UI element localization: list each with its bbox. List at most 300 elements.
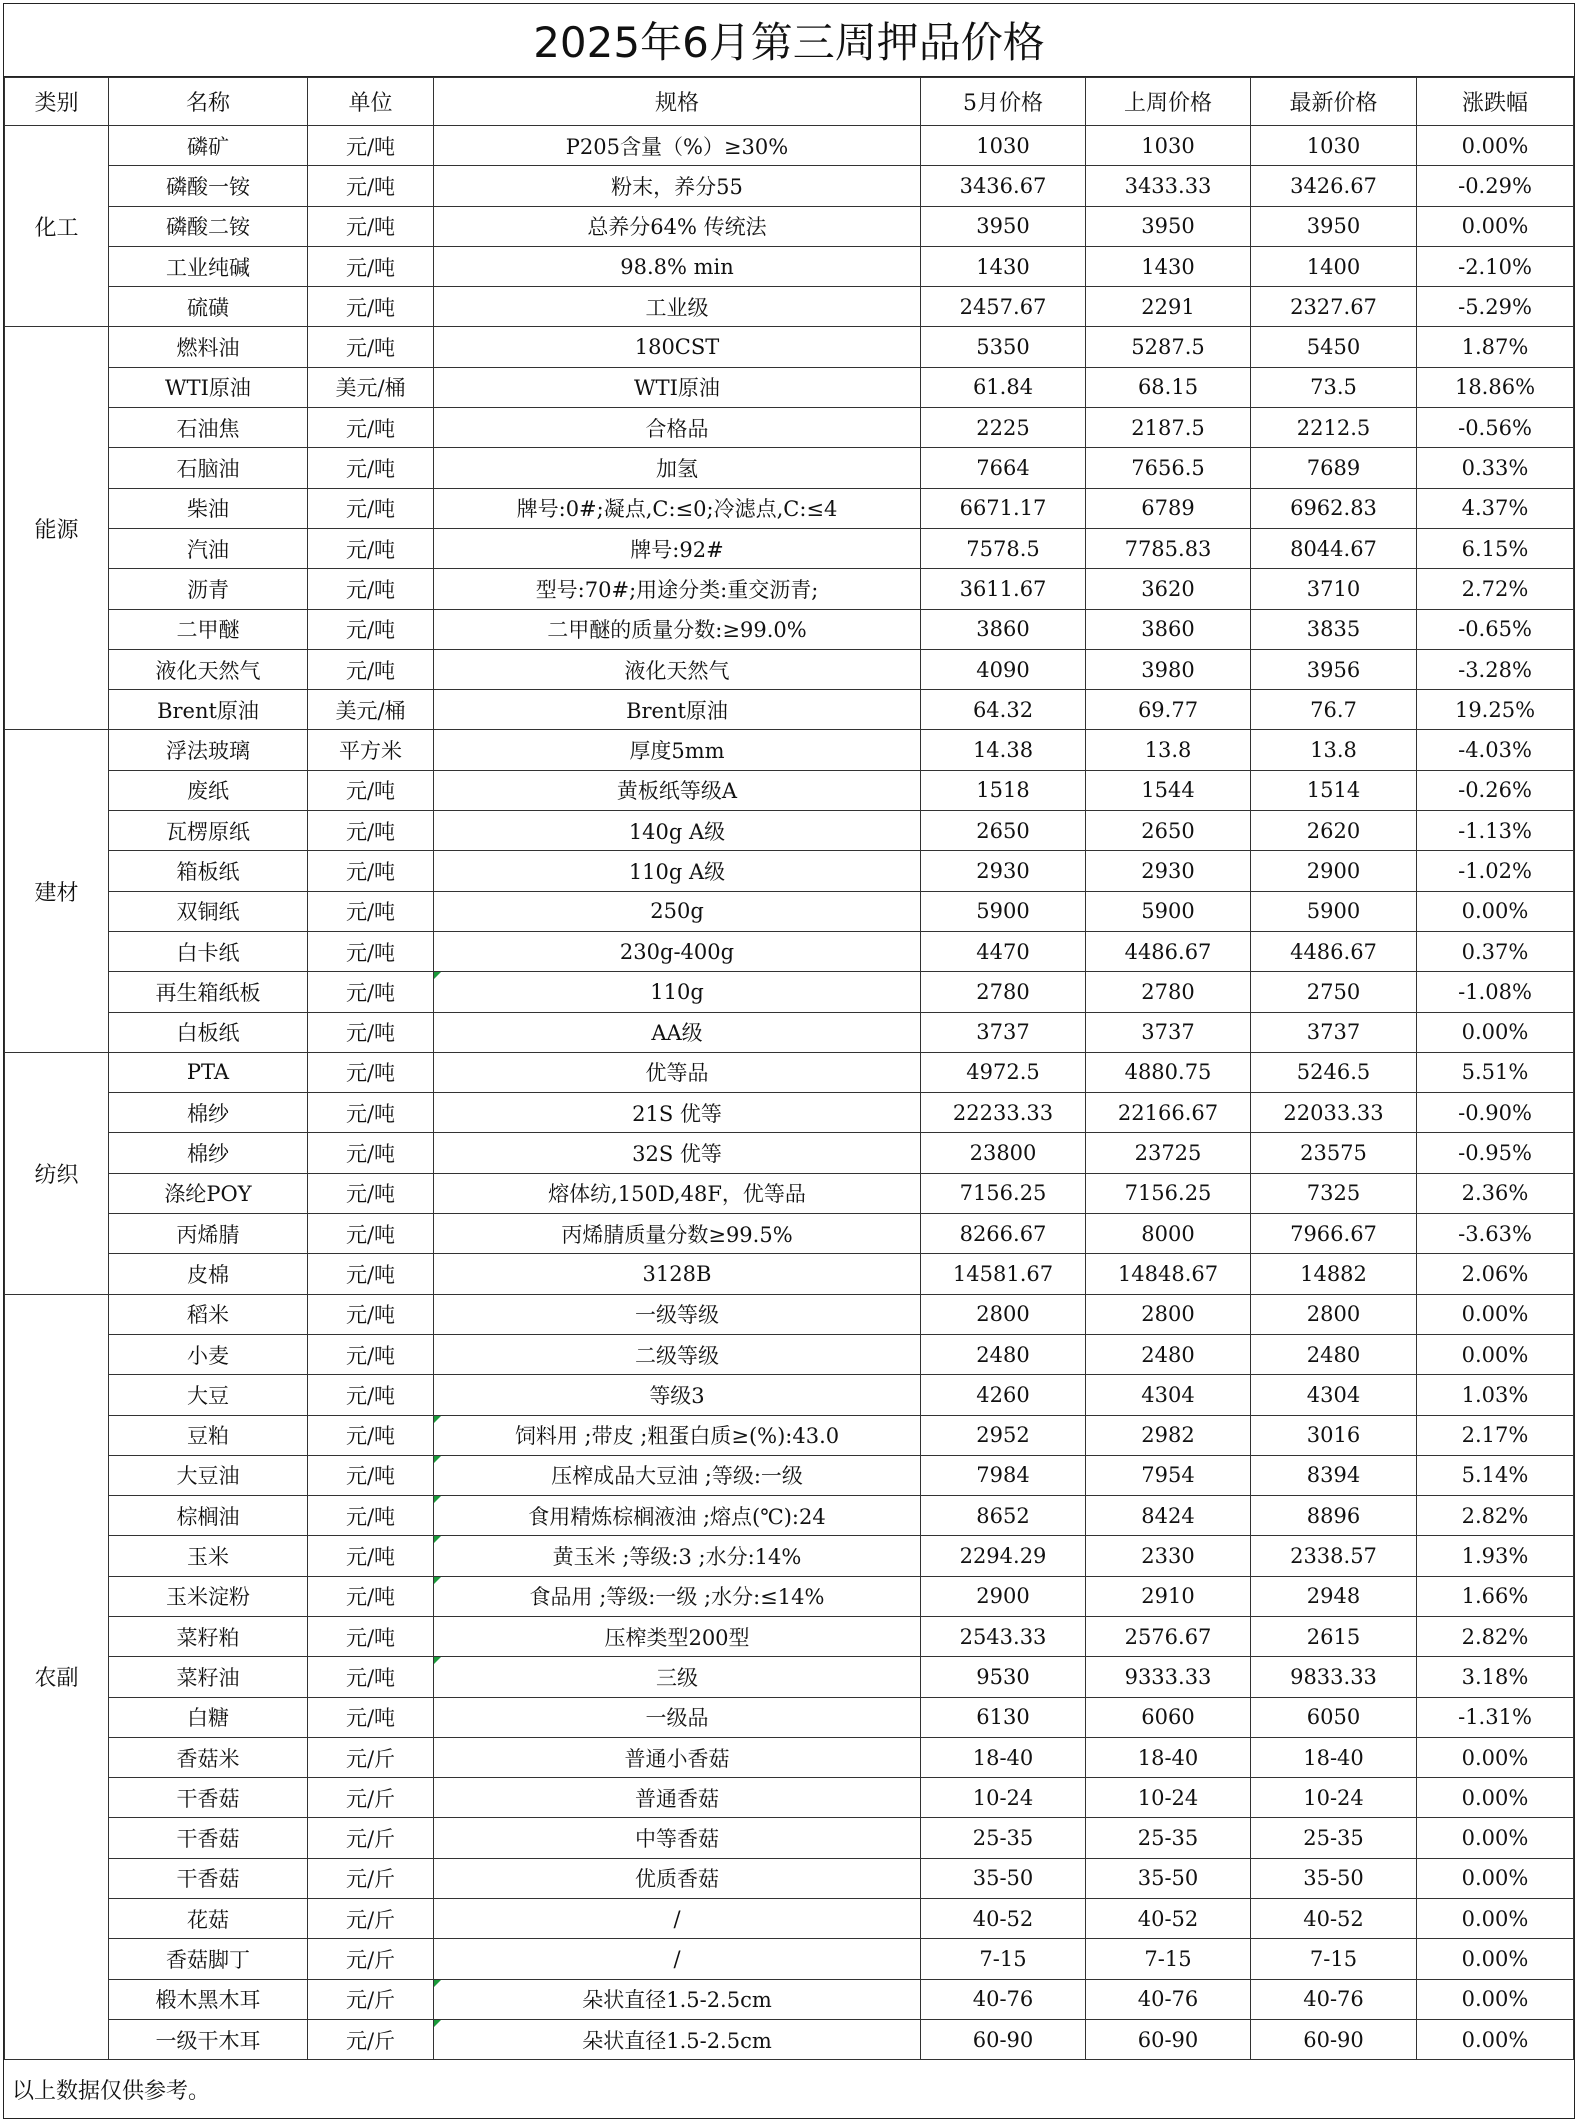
table-row (5, 931, 1574, 971)
change-cell: 0.00% (1417, 206, 1574, 246)
may-price-cell: 6671.17 (921, 488, 1086, 528)
table-row (5, 1415, 1574, 1455)
latest-price-cell: 7-15 (1251, 1939, 1417, 1979)
change-cell: -1.31% (1417, 1697, 1574, 1737)
table-row (5, 528, 1574, 568)
name-cell: 小麦 (109, 1334, 308, 1374)
name-cell: 涤纶POY (109, 1173, 308, 1213)
latest-price-cell: 14882 (1251, 1254, 1417, 1294)
name-cell: 干香菇 (109, 1818, 308, 1858)
category-cell: 纺织 (5, 1052, 109, 1294)
category-cell: 化工 (5, 126, 109, 327)
header-last-week-price: 上周价格 (1086, 78, 1251, 126)
table-row (5, 811, 1574, 851)
unit-cell: 元/吨 (308, 287, 434, 327)
last-week-price-cell: 40-52 (1086, 1899, 1251, 1939)
may-price-cell: 2457.67 (921, 287, 1086, 327)
name-cell: 棉纱 (109, 1093, 308, 1133)
change-cell: 2.82% (1417, 1616, 1574, 1656)
change-cell: 19.25% (1417, 690, 1574, 730)
spec-cell: 熔体纺,150D,48F，优等品 (434, 1173, 921, 1213)
table-row (5, 246, 1574, 286)
last-week-price-cell: 40-76 (1086, 1979, 1251, 2019)
may-price-cell: 5900 (921, 891, 1086, 931)
spec-cell: 二级等级 (434, 1334, 921, 1374)
latest-price-cell: 73.5 (1251, 367, 1417, 407)
change-cell: -2.10% (1417, 246, 1574, 286)
unit-cell: 元/吨 (308, 528, 434, 568)
latest-price-cell: 6962.83 (1251, 488, 1417, 528)
latest-price-cell: 60-90 (1251, 2019, 1417, 2059)
change-cell: 1.03% (1417, 1375, 1574, 1415)
last-week-price-cell: 3620 (1086, 569, 1251, 609)
spec-cell: 食品用 ;等级:一级 ;水分:≤14% (434, 1576, 921, 1616)
last-week-price-cell: 2800 (1086, 1294, 1251, 1334)
latest-price-cell: 2327.67 (1251, 287, 1417, 327)
spec-cell: 饲料用 ;带皮 ;粗蛋白质≥(%):43.0 (434, 1415, 921, 1455)
latest-price-cell: 3710 (1251, 569, 1417, 609)
last-week-price-cell: 6789 (1086, 488, 1251, 528)
table-row (5, 1858, 1574, 1898)
change-cell: 0.00% (1417, 1818, 1574, 1858)
change-cell: -0.26% (1417, 770, 1574, 810)
table-row (5, 972, 1574, 1012)
change-cell: -0.90% (1417, 1093, 1574, 1133)
may-price-cell: 3950 (921, 206, 1086, 246)
may-price-cell: 2930 (921, 851, 1086, 891)
may-price-cell: 2650 (921, 811, 1086, 851)
spec-cell: 压榨成品大豆油 ;等级:一级 (434, 1455, 921, 1495)
unit-cell: 元/吨 (308, 851, 434, 891)
last-week-price-cell: 14848.67 (1086, 1254, 1251, 1294)
spec-cell: 等级3 (434, 1375, 921, 1415)
unit-cell: 元/吨 (308, 1294, 434, 1334)
table-row (5, 1899, 1574, 1939)
latest-price-cell: 5900 (1251, 891, 1417, 931)
name-cell: 二甲醚 (109, 609, 308, 649)
may-price-cell: 3611.67 (921, 569, 1086, 609)
spec-cell: Brent原油 (434, 690, 921, 730)
may-price-cell: 10-24 (921, 1778, 1086, 1818)
change-cell: -0.65% (1417, 609, 1574, 649)
unit-cell: 元/吨 (308, 609, 434, 649)
may-price-cell: 2480 (921, 1334, 1086, 1374)
may-price-cell: 8652 (921, 1496, 1086, 1536)
name-cell: 香菇米 (109, 1737, 308, 1777)
table-row (5, 891, 1574, 931)
name-cell: 磷酸一铵 (109, 166, 308, 206)
header-name: 名称 (109, 78, 308, 126)
table-row (5, 1052, 1574, 1092)
last-week-price-cell: 4304 (1086, 1375, 1251, 1415)
may-price-cell: 64.32 (921, 690, 1086, 730)
last-week-price-cell: 3980 (1086, 649, 1251, 689)
latest-price-cell: 2800 (1251, 1294, 1417, 1334)
unit-cell: 元/斤 (308, 2019, 434, 2059)
change-cell: 0.00% (1417, 1737, 1574, 1777)
last-week-price-cell: 7954 (1086, 1455, 1251, 1495)
may-price-cell: 4090 (921, 649, 1086, 689)
change-cell: 0.00% (1417, 1899, 1574, 1939)
last-week-price-cell: 8424 (1086, 1496, 1251, 1536)
table-row (5, 1334, 1574, 1374)
table-row (5, 1455, 1574, 1495)
latest-price-cell: 3950 (1251, 206, 1417, 246)
header-latest-price: 最新价格 (1251, 78, 1417, 126)
change-cell: 6.15% (1417, 528, 1574, 568)
unit-cell: 元/斤 (308, 1737, 434, 1777)
unit-cell: 美元/桶 (308, 690, 434, 730)
spec-cell: 加氢 (434, 448, 921, 488)
price-sheet (3, 3, 1575, 2119)
name-cell: 稻米 (109, 1294, 308, 1334)
latest-price-cell: 2338.57 (1251, 1536, 1417, 1576)
table-row (5, 488, 1574, 528)
change-cell: -0.56% (1417, 408, 1574, 448)
spec-cell: 230g-400g (434, 931, 921, 971)
unit-cell: 元/吨 (308, 1697, 434, 1737)
latest-price-cell: 2948 (1251, 1576, 1417, 1616)
header-may-price: 5月价格 (921, 78, 1086, 126)
name-cell: 硫磺 (109, 287, 308, 327)
unit-cell: 元/吨 (308, 1415, 434, 1455)
table-row (5, 1697, 1574, 1737)
change-cell: 1.87% (1417, 327, 1574, 367)
last-week-price-cell: 2982 (1086, 1415, 1251, 1455)
may-price-cell: 3860 (921, 609, 1086, 649)
category-cell: 能源 (5, 327, 109, 730)
last-week-price-cell: 2910 (1086, 1576, 1251, 1616)
table-row (5, 448, 1574, 488)
table-row (5, 1576, 1574, 1616)
may-price-cell: 1430 (921, 246, 1086, 286)
latest-price-cell: 10-24 (1251, 1778, 1417, 1818)
table-row (5, 1093, 1574, 1133)
last-week-price-cell: 7656.5 (1086, 448, 1251, 488)
latest-price-cell: 1514 (1251, 770, 1417, 810)
table-row (5, 1496, 1574, 1536)
table-row (5, 1254, 1574, 1294)
name-cell: 皮棉 (109, 1254, 308, 1294)
latest-price-cell: 23575 (1251, 1133, 1417, 1173)
latest-price-cell: 22033.33 (1251, 1093, 1417, 1133)
spec-cell: 21S 优等 (434, 1093, 921, 1133)
may-price-cell: 3436.67 (921, 166, 1086, 206)
may-price-cell: 7664 (921, 448, 1086, 488)
change-cell: 0.00% (1417, 1334, 1574, 1374)
last-week-price-cell: 4880.75 (1086, 1052, 1251, 1092)
change-cell: -3.28% (1417, 649, 1574, 689)
table-row (5, 408, 1574, 448)
unit-cell: 元/吨 (308, 770, 434, 810)
change-cell: -0.29% (1417, 166, 1574, 206)
last-week-price-cell: 13.8 (1086, 730, 1251, 770)
unit-cell: 平方米 (308, 730, 434, 770)
header-category: 类别 (5, 78, 109, 126)
table-row (5, 1778, 1574, 1818)
name-cell: 白糖 (109, 1697, 308, 1737)
latest-price-cell: 4304 (1251, 1375, 1417, 1415)
spec-cell: 优质香菇 (434, 1858, 921, 1898)
table-row (5, 1133, 1574, 1173)
table-row (5, 730, 1574, 770)
latest-price-cell: 3426.67 (1251, 166, 1417, 206)
last-week-price-cell: 18-40 (1086, 1737, 1251, 1777)
spec-cell: 合格品 (434, 408, 921, 448)
spec-cell: / (434, 1899, 921, 1939)
unit-cell: 元/斤 (308, 1939, 434, 1979)
table-row (5, 1939, 1574, 1979)
last-week-price-cell: 22166.67 (1086, 1093, 1251, 1133)
table-row (5, 1375, 1574, 1415)
change-cell: 5.14% (1417, 1455, 1574, 1495)
table-row (5, 690, 1574, 730)
name-cell: 液化天然气 (109, 649, 308, 689)
change-cell: 0.00% (1417, 2019, 1574, 2059)
last-week-price-cell: 1430 (1086, 246, 1251, 286)
last-week-price-cell: 8000 (1086, 1214, 1251, 1254)
name-cell: 干香菇 (109, 1858, 308, 1898)
change-cell: 0.00% (1417, 1979, 1574, 2019)
name-cell: 白卡纸 (109, 931, 308, 971)
latest-price-cell: 2480 (1251, 1334, 1417, 1374)
unit-cell: 元/吨 (308, 1455, 434, 1495)
may-price-cell: 40-76 (921, 1979, 1086, 2019)
table-row (5, 1979, 1574, 2019)
latest-price-cell: 2212.5 (1251, 408, 1417, 448)
unit-cell: 元/吨 (308, 931, 434, 971)
latest-price-cell: 25-35 (1251, 1818, 1417, 1858)
may-price-cell: 22233.33 (921, 1093, 1086, 1133)
last-week-price-cell: 7156.25 (1086, 1173, 1251, 1213)
last-week-price-cell: 69.77 (1086, 690, 1251, 730)
latest-price-cell: 7325 (1251, 1173, 1417, 1213)
table-row (5, 1214, 1574, 1254)
unit-cell: 元/吨 (308, 972, 434, 1012)
latest-price-cell: 35-50 (1251, 1858, 1417, 1898)
spec-cell: 110g A级 (434, 851, 921, 891)
spec-cell: 180CST (434, 327, 921, 367)
unit-cell: 元/斤 (308, 1858, 434, 1898)
may-price-cell: 40-52 (921, 1899, 1086, 1939)
name-cell: 工业纯碱 (109, 246, 308, 286)
may-price-cell: 25-35 (921, 1818, 1086, 1858)
header-change: 涨跌幅 (1417, 78, 1574, 126)
may-price-cell: 5350 (921, 327, 1086, 367)
name-cell: 棕榈油 (109, 1496, 308, 1536)
latest-price-cell: 3835 (1251, 609, 1417, 649)
change-cell: 0.37% (1417, 931, 1574, 971)
may-price-cell: 2800 (921, 1294, 1086, 1334)
header-row (5, 78, 1574, 126)
change-cell: 0.00% (1417, 126, 1574, 166)
change-cell: 5.51% (1417, 1052, 1574, 1092)
name-cell: 豆粕 (109, 1415, 308, 1455)
spec-cell: 食用精炼棕榈液油 ;熔点(℃):24 (434, 1496, 921, 1536)
unit-cell: 元/吨 (308, 1536, 434, 1576)
unit-cell: 元/吨 (308, 206, 434, 246)
may-price-cell: 23800 (921, 1133, 1086, 1173)
change-cell: 0.33% (1417, 448, 1574, 488)
table-row (5, 206, 1574, 246)
unit-cell: 元/吨 (308, 1375, 434, 1415)
last-week-price-cell: 6060 (1086, 1697, 1251, 1737)
last-week-price-cell: 2650 (1086, 811, 1251, 851)
spec-cell: 液化天然气 (434, 649, 921, 689)
may-price-cell: 3737 (921, 1012, 1086, 1052)
table-row (5, 1294, 1574, 1334)
table-row (5, 2019, 1574, 2059)
latest-price-cell: 8044.67 (1251, 528, 1417, 568)
change-cell: 2.06% (1417, 1254, 1574, 1294)
change-cell: 2.17% (1417, 1415, 1574, 1455)
change-cell: 0.00% (1417, 1294, 1574, 1334)
last-week-price-cell: 3737 (1086, 1012, 1251, 1052)
name-cell: 玉米 (109, 1536, 308, 1576)
table-row (5, 1657, 1574, 1697)
unit-cell: 美元/桶 (308, 367, 434, 407)
name-cell: 丙烯腈 (109, 1214, 308, 1254)
table-row (5, 770, 1574, 810)
unit-cell: 元/吨 (308, 166, 434, 206)
unit-cell: 元/吨 (308, 1133, 434, 1173)
last-week-price-cell: 2480 (1086, 1334, 1251, 1374)
last-week-price-cell: 9333.33 (1086, 1657, 1251, 1697)
may-price-cell: 18-40 (921, 1737, 1086, 1777)
may-price-cell: 7984 (921, 1455, 1086, 1495)
may-price-cell: 2225 (921, 408, 1086, 448)
name-cell: 玉米淀粉 (109, 1576, 308, 1616)
name-cell: 箱板纸 (109, 851, 308, 891)
spec-cell: 一级等级 (434, 1294, 921, 1334)
spec-cell: 3128B (434, 1254, 921, 1294)
last-week-price-cell: 4486.67 (1086, 931, 1251, 971)
name-cell: 椴木黑木耳 (109, 1979, 308, 2019)
price-table (4, 77, 1574, 2060)
latest-price-cell: 18-40 (1251, 1737, 1417, 1777)
table-row (5, 1616, 1574, 1656)
latest-price-cell: 6050 (1251, 1697, 1417, 1737)
last-week-price-cell: 3433.33 (1086, 166, 1251, 206)
spec-cell: 朵状直径1.5-2.5cm (434, 2019, 921, 2059)
unit-cell: 元/斤 (308, 1899, 434, 1939)
category-cell: 农副 (5, 1294, 109, 2060)
may-price-cell: 2543.33 (921, 1616, 1086, 1656)
may-price-cell: 7-15 (921, 1939, 1086, 1979)
spec-cell: 32S 优等 (434, 1133, 921, 1173)
name-cell: 沥青 (109, 569, 308, 609)
category-cell: 建材 (5, 730, 109, 1052)
name-cell: 大豆油 (109, 1455, 308, 1495)
unit-cell: 元/吨 (308, 1052, 434, 1092)
name-cell: Brent原油 (109, 690, 308, 730)
unit-cell: 元/斤 (308, 1818, 434, 1858)
may-price-cell: 61.84 (921, 367, 1086, 407)
unit-cell: 元/吨 (308, 811, 434, 851)
unit-cell: 元/吨 (308, 649, 434, 689)
may-price-cell: 1518 (921, 770, 1086, 810)
name-cell: 柴油 (109, 488, 308, 528)
name-cell: 大豆 (109, 1375, 308, 1415)
spec-cell: 黄板纸等级A (434, 770, 921, 810)
unit-cell: 元/吨 (308, 448, 434, 488)
spec-cell: 普通香菇 (434, 1778, 921, 1818)
change-cell: -0.95% (1417, 1133, 1574, 1173)
spec-cell: AA级 (434, 1012, 921, 1052)
unit-cell: 元/吨 (308, 408, 434, 448)
table-row (5, 166, 1574, 206)
change-cell: 0.00% (1417, 1939, 1574, 1979)
name-cell: 瓦楞原纸 (109, 811, 308, 851)
change-cell: 0.00% (1417, 1778, 1574, 1818)
spec-cell: 粉末，养分55 (434, 166, 921, 206)
latest-price-cell: 2615 (1251, 1616, 1417, 1656)
last-week-price-cell: 3860 (1086, 609, 1251, 649)
latest-price-cell: 1030 (1251, 126, 1417, 166)
table-row (5, 569, 1574, 609)
spec-cell: P205含量（%）≥30% (434, 126, 921, 166)
latest-price-cell: 3737 (1251, 1012, 1417, 1052)
name-cell: 菜籽粕 (109, 1616, 308, 1656)
unit-cell: 元/吨 (308, 1093, 434, 1133)
latest-price-cell: 2620 (1251, 811, 1417, 851)
unit-cell: 元/吨 (308, 1214, 434, 1254)
last-week-price-cell: 25-35 (1086, 1818, 1251, 1858)
change-cell: 0.00% (1417, 1012, 1574, 1052)
name-cell: 香菇脚丁 (109, 1939, 308, 1979)
change-cell: -1.02% (1417, 851, 1574, 891)
spec-cell: 三级 (434, 1657, 921, 1697)
spec-cell: 140g A级 (434, 811, 921, 851)
spec-cell: 工业级 (434, 287, 921, 327)
spec-cell: 普通小香菇 (434, 1737, 921, 1777)
last-week-price-cell: 1544 (1086, 770, 1251, 810)
change-cell: -5.29% (1417, 287, 1574, 327)
table-row (5, 126, 1574, 166)
spec-cell: 厚度5mm (434, 730, 921, 770)
sheet-title: 2025年6月第三周押品价格 (4, 4, 1574, 77)
table-row (5, 851, 1574, 891)
spec-cell: 250g (434, 891, 921, 931)
latest-price-cell: 3016 (1251, 1415, 1417, 1455)
latest-price-cell: 2900 (1251, 851, 1417, 891)
footer-note: 以上数据仅供参考。 (12, 2078, 211, 2104)
name-cell: 双铜纸 (109, 891, 308, 931)
unit-cell: 元/吨 (308, 1173, 434, 1213)
latest-price-cell: 1400 (1251, 246, 1417, 286)
latest-price-cell: 13.8 (1251, 730, 1417, 770)
last-week-price-cell: 23725 (1086, 1133, 1251, 1173)
table-row (5, 1818, 1574, 1858)
table-row (5, 1737, 1574, 1777)
name-cell: 一级干木耳 (109, 2019, 308, 2059)
table-row (5, 1012, 1574, 1052)
latest-price-cell: 9833.33 (1251, 1657, 1417, 1697)
last-week-price-cell: 5287.5 (1086, 327, 1251, 367)
latest-price-cell: 5450 (1251, 327, 1417, 367)
change-cell: 2.82% (1417, 1496, 1574, 1536)
table-row (5, 367, 1574, 407)
may-price-cell: 4470 (921, 931, 1086, 971)
table-row (5, 287, 1574, 327)
last-week-price-cell: 2330 (1086, 1536, 1251, 1576)
unit-cell: 元/吨 (308, 327, 434, 367)
last-week-price-cell: 35-50 (1086, 1858, 1251, 1898)
name-cell: 石脑油 (109, 448, 308, 488)
latest-price-cell: 40-76 (1251, 1979, 1417, 2019)
table-row (5, 649, 1574, 689)
may-price-cell: 9530 (921, 1657, 1086, 1697)
